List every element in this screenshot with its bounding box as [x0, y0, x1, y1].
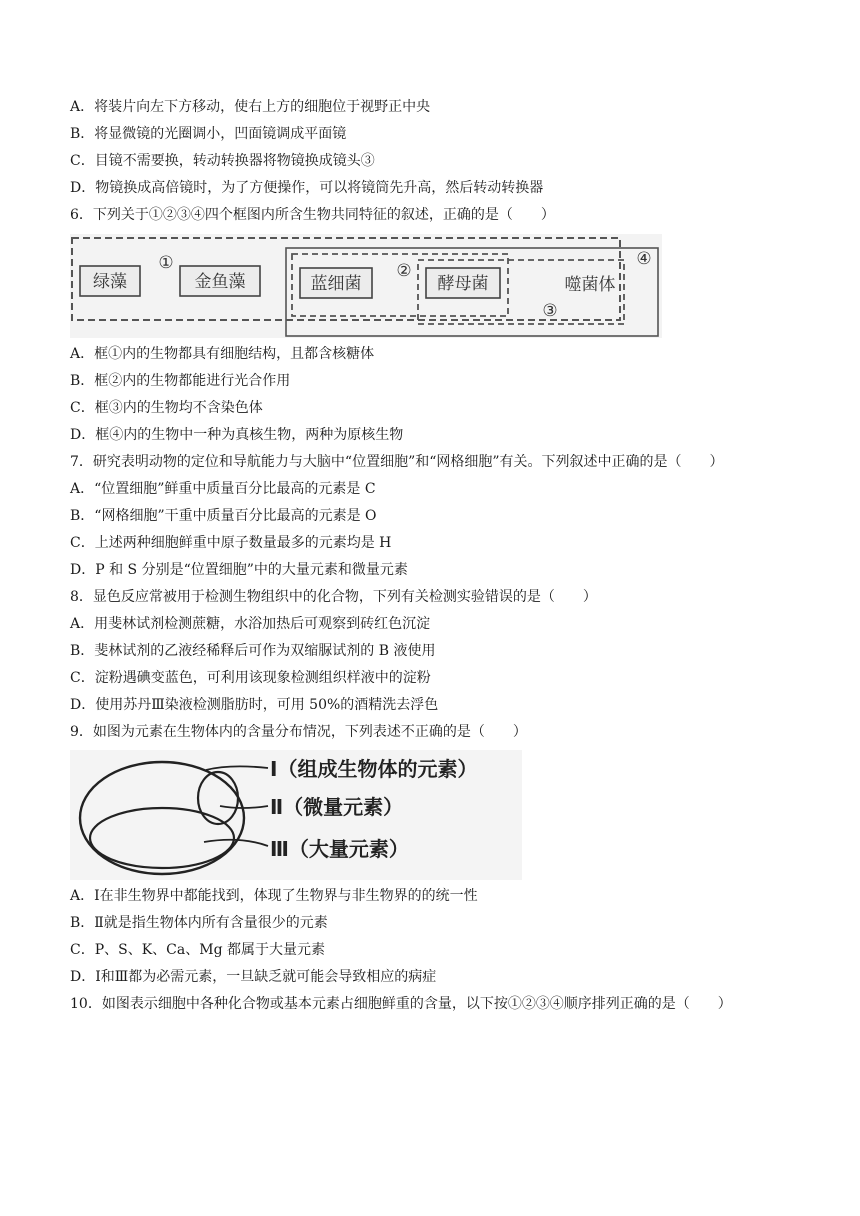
- q9-element-venn-diagram: [70, 750, 522, 880]
- q7-option-c: C．上述两种细胞鲜重中原子数量最多的元素均是 H: [70, 535, 392, 551]
- q5-option-c: C．目镜不需要换，转动转换器将物镜换成镜头③: [70, 153, 375, 169]
- q8-option-a: A．用斐林试剂检测蔗糖，水浴加热后可观察到砖红色沉淀: [70, 616, 431, 632]
- frame-marker: ②: [396, 261, 412, 281]
- q7-stem: 7．研究表明动物的定位和导航能力与大脑中“位置细胞”和“网格细胞”有关。下列叙述中正确的是（ ）: [70, 454, 724, 470]
- q6-stem: 6．下列关于①②③④四个框图内所含生物共同特征的叙述，正确的是（ ）: [70, 207, 555, 223]
- q7-option-a: A．“位置细胞”鲜重中质量百分比最高的元素是 C: [70, 481, 376, 497]
- organism-label: 绿藻: [93, 272, 127, 292]
- q6-organism-frame-diagram: [70, 234, 662, 338]
- q10-stem: 10．如图表示细胞中各种化合物或基本元素占细胞鲜重的含量，以下按①②③④顺序排列正确的是（ ）: [70, 996, 732, 1012]
- venn-label: Ⅰ（组成生物体的元素）: [270, 757, 478, 781]
- q8-option-b: B．斐林试剂的乙液经稀释后可作为双缩脲试剂的 B 液使用: [70, 643, 436, 659]
- q7-option-d: D．P 和 S 分别是“位置细胞”中的大量元素和微量元素: [70, 562, 408, 578]
- q9-option-b: B．Ⅱ就是指生物体内所有含量很少的元素: [70, 915, 328, 931]
- q8-stem: 8．显色反应常被用于检测生物组织中的化合物，下列有关检测实验错误的是（ ）: [70, 589, 597, 605]
- organism-label: 噬菌体: [564, 275, 616, 295]
- frame-marker: ③: [542, 301, 558, 321]
- q9-option-d: D．Ⅰ和Ⅲ都为必需元素，一旦缺乏就可能会导致相应的病症: [70, 969, 437, 985]
- venn-label: Ⅲ（大量元素）: [270, 837, 409, 861]
- q6-option-c: C．框③内的生物均不含染色体: [70, 400, 263, 416]
- q6-option-b: B．框②内的生物都能进行光合作用: [70, 373, 291, 389]
- q9-option-c: C．P、S、K、Ca、Mg 都属于大量元素: [70, 942, 325, 958]
- venn-label: Ⅱ（微量元素）: [270, 795, 404, 819]
- frame-marker: ①: [158, 253, 174, 273]
- q5-option-b: B．将显微镜的光圈调小，凹面镜调成平面镜: [70, 126, 347, 142]
- q5-option-a: A．将装片向左下方移动，使右上方的细胞位于视野正中央: [70, 99, 431, 115]
- organism-label: 蓝细菌: [310, 274, 362, 294]
- organism-label: 酵母菌: [437, 274, 489, 294]
- q9-stem: 9．如图为元素在生物体内的含量分布情况，下列表述不正确的是（ ）: [70, 724, 527, 740]
- q8-option-c: C．淀粉遇碘变蓝色，可利用该现象检测组织样液中的淀粉: [70, 670, 431, 686]
- q6-option-d: D．框④内的生物中一种为真核生物，两种为原核生物: [70, 427, 404, 443]
- frame-marker: ④: [636, 249, 652, 269]
- organism-label: 金鱼藻: [194, 272, 246, 292]
- q9-option-a: A．Ⅰ在非生物界中都能找到，体现了生物界与非生物界的的统一性: [70, 888, 478, 904]
- q5-option-d: D．物镜换成高倍镜时，为了方便操作，可以将镜筒先升高，然后转动转换器: [70, 180, 544, 196]
- q7-option-b: B．“网格细胞”干重中质量百分比最高的元素是 O: [70, 508, 377, 524]
- q8-option-d: D．使用苏丹Ⅲ染液检测脂肪时，可用 50%的酒精洗去浮色: [70, 697, 439, 713]
- q6-option-a: A．框①内的生物都具有细胞结构，且都含核糖体: [70, 346, 375, 362]
